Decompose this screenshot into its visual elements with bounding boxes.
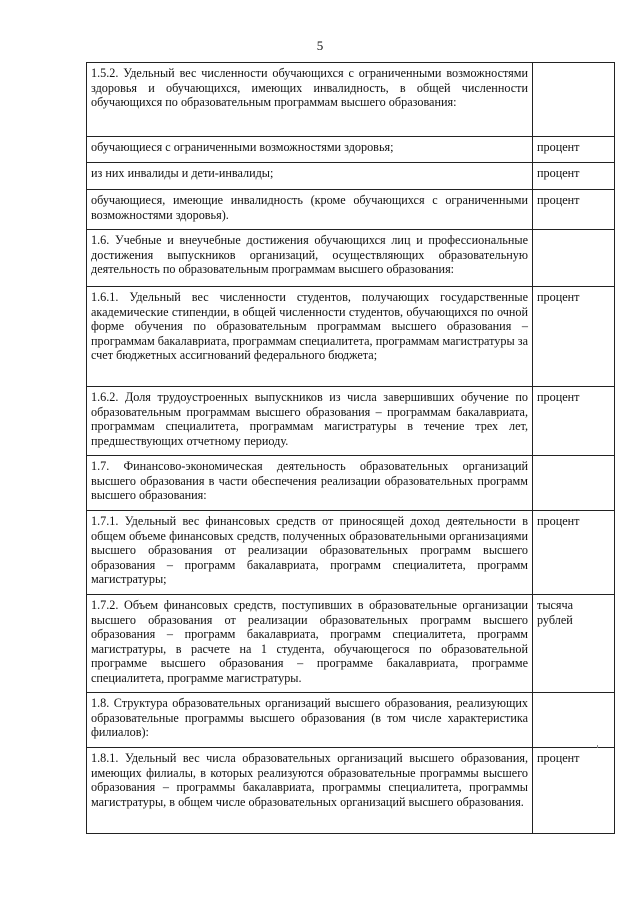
table-row — [87, 595, 615, 693]
table-row — [87, 511, 615, 595]
indicator-description: 1.7.2. Объем финансовых средств, поступивших в образовательные организации высшего образования от реализации образовательных программ высшего образования – программ бакалавриата, программ специалитета, программ магистратуры, в расчете на 1 студента, обучающегося по образовательной программе высшего образования – программе бакалавриата, программе специалитета, программе магистратуры. — [87, 595, 533, 693]
unit-of-measure: процент — [533, 511, 615, 595]
table-row — [87, 748, 615, 834]
table-row — [87, 190, 615, 230]
indicator-description: 1.8. Структура образовательных организаций высшего образования, реализующих образовательные программы высшего образования (в том числе характеристика филиалов): — [87, 693, 533, 748]
table-row — [87, 230, 615, 287]
table-row — [87, 137, 615, 163]
unit-of-measure: процент — [533, 748, 615, 834]
table-row — [87, 456, 615, 511]
page-number: 5 — [316, 38, 324, 53]
indicator-description: 1.6.1. Удельный вес численности студентов, получающих государственные академические стипендии, в общей численности студентов, обучающихся по очной форме обучения по образовательным программам высшего образования – программам бакалавриата, программам специалитета, программам магистратуры за счет бюджетных ассигнований федерального бюджета; — [87, 287, 533, 387]
indicator-description: 1.8.1. Удельный вес числа образовательных организаций высшего образования, имеющих филиалы, в которых реализуются образовательные программы высшего образования – программы бакалавриата, программы специалитета, программы магистратуры, в общем числе образовательных организаций высшего образования. — [87, 748, 533, 834]
table-row — [87, 287, 615, 387]
unit-of-measure: процент — [533, 387, 615, 456]
unit-of-measure — [533, 693, 615, 748]
indicator-description: обучающиеся с ограниченными возможностями здоровья; — [87, 137, 533, 163]
unit-of-measure: тысяча рублей — [533, 595, 615, 693]
unit-of-measure: процент — [533, 137, 615, 163]
indicator-description: 1.7. Финансово-экономическая деятельность образовательных организаций высшего образования в части обеспечения реализации образовательных программ высшего образования: — [87, 456, 533, 511]
table-row — [87, 63, 615, 137]
unit-of-measure — [533, 456, 615, 511]
unit-of-measure: процент — [533, 190, 615, 230]
indicator-description: 1.6. Учебные и внеучебные достижения обучающихся лиц и профессиональные достижения выпускников организаций, осуществляющих образовательную деятельность по образовательным программам высшего образования: — [87, 230, 533, 287]
unit-of-measure — [533, 230, 615, 287]
table-row — [87, 693, 615, 748]
unit-of-measure: процент — [533, 163, 615, 190]
unit-of-measure — [533, 63, 615, 137]
indicator-description: 1.5.2. Удельный вес численности обучающихся с ограниченными возможностями здоровья и обучающихся, имеющих инвалидность, в общей численности обучающихся по образовательным программам высшего образования: — [87, 63, 533, 137]
indicator-description: обучающиеся, имеющие инвалидность (кроме обучающихся с ограниченными возможностями здоровья). — [87, 190, 533, 230]
table-row — [87, 163, 615, 190]
indicator-description: 1.7.1. Удельный вес финансовых средств от приносящей доход деятельности в общем объеме финансовых средств, полученных образовательными организациями высшего образования от реализации образовательных программ высшего образования – программ бакалавриата, программ специалитета, программ магистратуры; — [87, 511, 533, 595]
scan-artifact — [597, 745, 598, 748]
indicator-description: из них инвалиды и дети-инвалиды; — [87, 163, 533, 190]
indicator-table — [86, 62, 615, 834]
indicator-description: 1.6.2. Доля трудоустроенных выпускников из числа завершивших обучение по образовательным программам высшего образования – программам бакалавриата, программам специалитета, программам магистратуры в течение трех лет, предшествующих отчетному периоду. — [87, 387, 533, 456]
unit-of-measure: процент — [533, 287, 615, 387]
table-row — [87, 387, 615, 456]
